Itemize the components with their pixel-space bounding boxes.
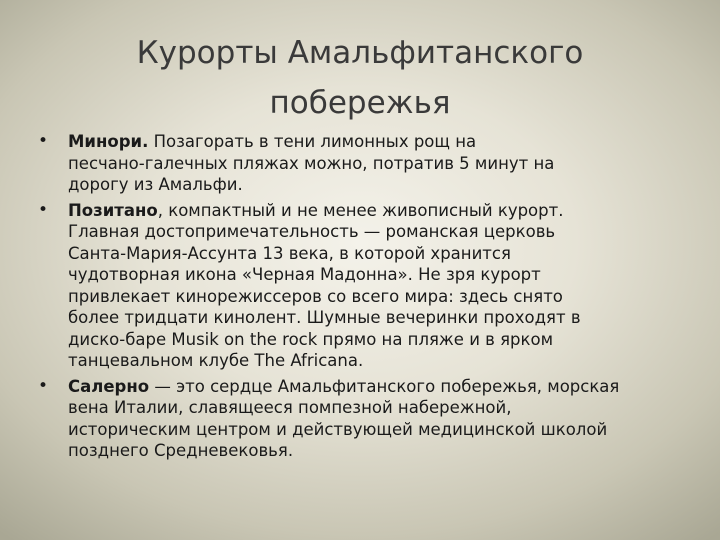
bullet-text-line: позднего Средневековья. [68, 441, 294, 460]
bullet-text-line: диско-баре Musik on the rock прямо на пляже и в ярком [68, 329, 554, 349]
bullet-text-line: более тридцати кинолент. Шумные вечеринки проходят в [68, 308, 581, 327]
bullet-text-line: чудотворная икона «Черная Мадонна». Не зря курорт [68, 265, 541, 284]
bullet-text-line: песчано-галечных пляжах можно, потратив 5 минут на [68, 153, 555, 173]
bullet-dot-icon: • [38, 375, 49, 396]
bullet-text-line: Санта-Мария-Ассунта 13 века, в которой хранится [68, 243, 511, 263]
bullet-term: Минори. [68, 132, 149, 151]
bullet-dot-icon: • [38, 199, 49, 220]
bullet-text-line: привлекает кинорежиссеров со всего мира: здесь снято [68, 286, 563, 306]
slide-title-line-2: побережья [269, 85, 451, 121]
bullet-text-line: дорогу из Амальфи. [68, 175, 243, 194]
bullet-text-line: историческим центром и действующей медицинской школой [68, 419, 608, 439]
bullet-term: Позитано [68, 200, 158, 220]
bullet-text-line: танцевальном клубе The Africana. [68, 351, 364, 370]
bullet-item-salerno [36, 376, 690, 462]
bullet-item-minori [36, 131, 690, 196]
slide-title-line-1: Курорты Амальфитанского [136, 35, 584, 71]
bullet-term: Салерно [68, 376, 150, 396]
bullet-text-line: — это сердце Амальфитанского побережья, морская [149, 376, 620, 396]
bullet-item-positano [36, 200, 690, 372]
bullet-text-line: Главная достопримечательность — романская церковь [68, 222, 556, 241]
bullet-text-line: вена Италии, славящееся помпезной набережной, [68, 398, 512, 417]
bullet-text-line: Позагорать в тени лимонных рощ на [148, 132, 477, 151]
bullet-dot-icon: • [38, 131, 49, 151]
bullet-text-line: , компактный и не менее живописный курорт. [157, 200, 564, 220]
bullet-list [36, 131, 690, 466]
slide-title [60, 28, 660, 128]
